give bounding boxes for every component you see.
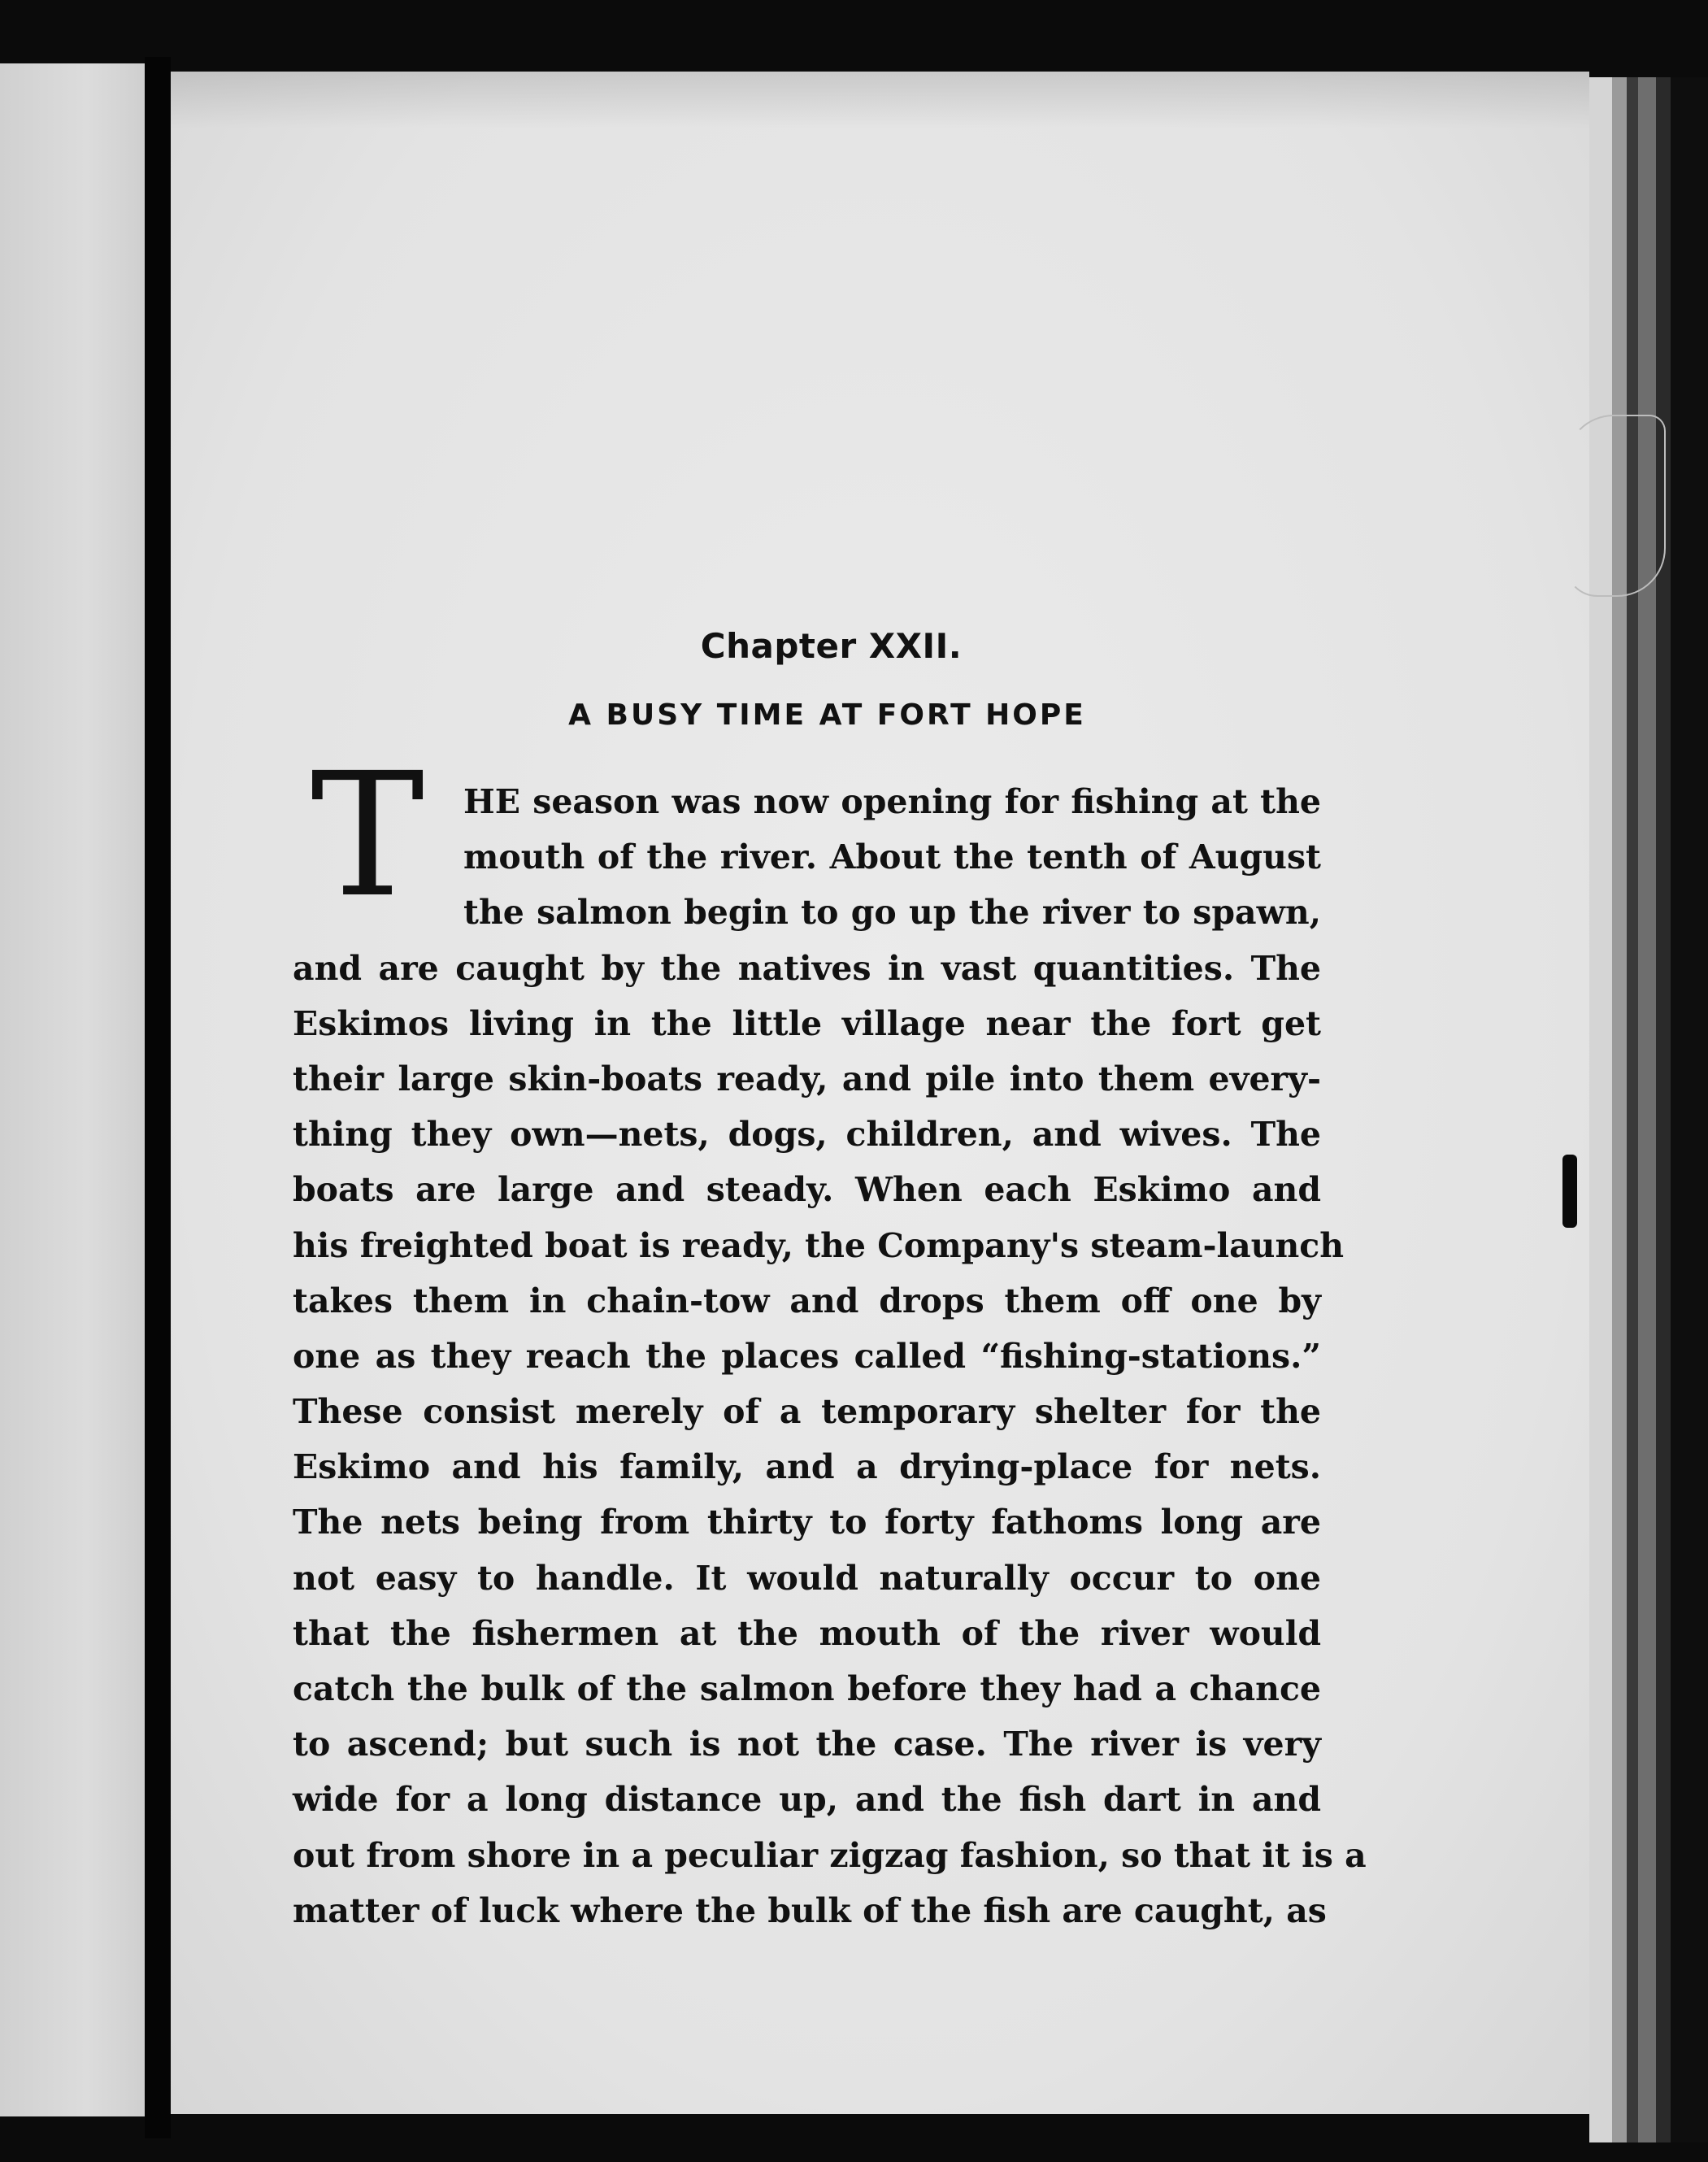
bookmark-thread <box>1565 415 1666 597</box>
page-stack-edge <box>1627 77 1638 2142</box>
facing-page-edge <box>0 63 145 2116</box>
text-line: his freighted boat is ready, the Company's steam-launch <box>293 1225 1345 1265</box>
chapter-subtitle: A BUSY TIME AT FORT HOPE <box>568 698 1086 732</box>
text-line: boats are large and steady. When each Eskimo and <box>293 1170 1321 1210</box>
text-line: catch the bulk of the salmon before they had a chance <box>293 1669 1321 1708</box>
text-line: takes them in chain-tow and drops them off one by <box>293 1281 1321 1320</box>
body-paragraph <box>293 774 1367 1938</box>
bookmark-ribbon <box>1562 1155 1577 1228</box>
text-line: HE season was now opening for fishing at the <box>463 782 1321 821</box>
text-line: their large skin-boats ready, and pile into them every- <box>293 1059 1321 1098</box>
page-shadow <box>171 72 1589 128</box>
text-line: to ascend; but such is not the case. The river is very <box>293 1725 1321 1764</box>
page-stack-edge <box>1612 77 1627 2142</box>
chapter-title: Chapter XXII. <box>700 626 963 666</box>
page-stack-edge <box>1656 77 1671 2142</box>
book-gutter <box>145 57 171 2138</box>
text-line: The nets being from thirty to forty fathoms long are <box>293 1503 1321 1542</box>
book-cover-edge <box>1671 77 1708 2142</box>
text-line: that the fishermen at the mouth of the river would <box>293 1613 1321 1653</box>
text-line: Eskimo and his family, and a drying-place for nets. <box>293 1447 1321 1487</box>
page-stack-edge <box>1638 77 1656 2142</box>
text-line: Eskimos living in the little village near the fort get <box>293 1003 1321 1043</box>
text-line: thing they own—nets, dogs, children, and wives. The <box>293 1115 1321 1155</box>
text-line: not easy to handle. It would naturally occur to one <box>293 1558 1321 1598</box>
page-content <box>293 626 1367 1938</box>
text-line: the salmon begin to go up the river to spawn, <box>463 893 1321 933</box>
drop-cap: T <box>311 736 425 935</box>
text-line: and are caught by the natives in vast quantities. The <box>293 948 1321 988</box>
page-stack-edge <box>1589 77 1612 2142</box>
text-line: out from shore in a peculiar zigzag fashion, so that it is a <box>293 1835 1367 1875</box>
text-line: mouth of the river. About the tenth of August <box>463 837 1321 877</box>
text-line: wide for a long distance up, and the fish dart in and <box>293 1780 1321 1820</box>
text-line: These consist merely of a temporary shelter for the <box>293 1392 1321 1432</box>
text-line: matter of luck where the bulk of the fish are caught, as <box>293 1890 1327 1930</box>
text-line: one as they reach the places called “fishing-stations.” <box>293 1336 1321 1376</box>
